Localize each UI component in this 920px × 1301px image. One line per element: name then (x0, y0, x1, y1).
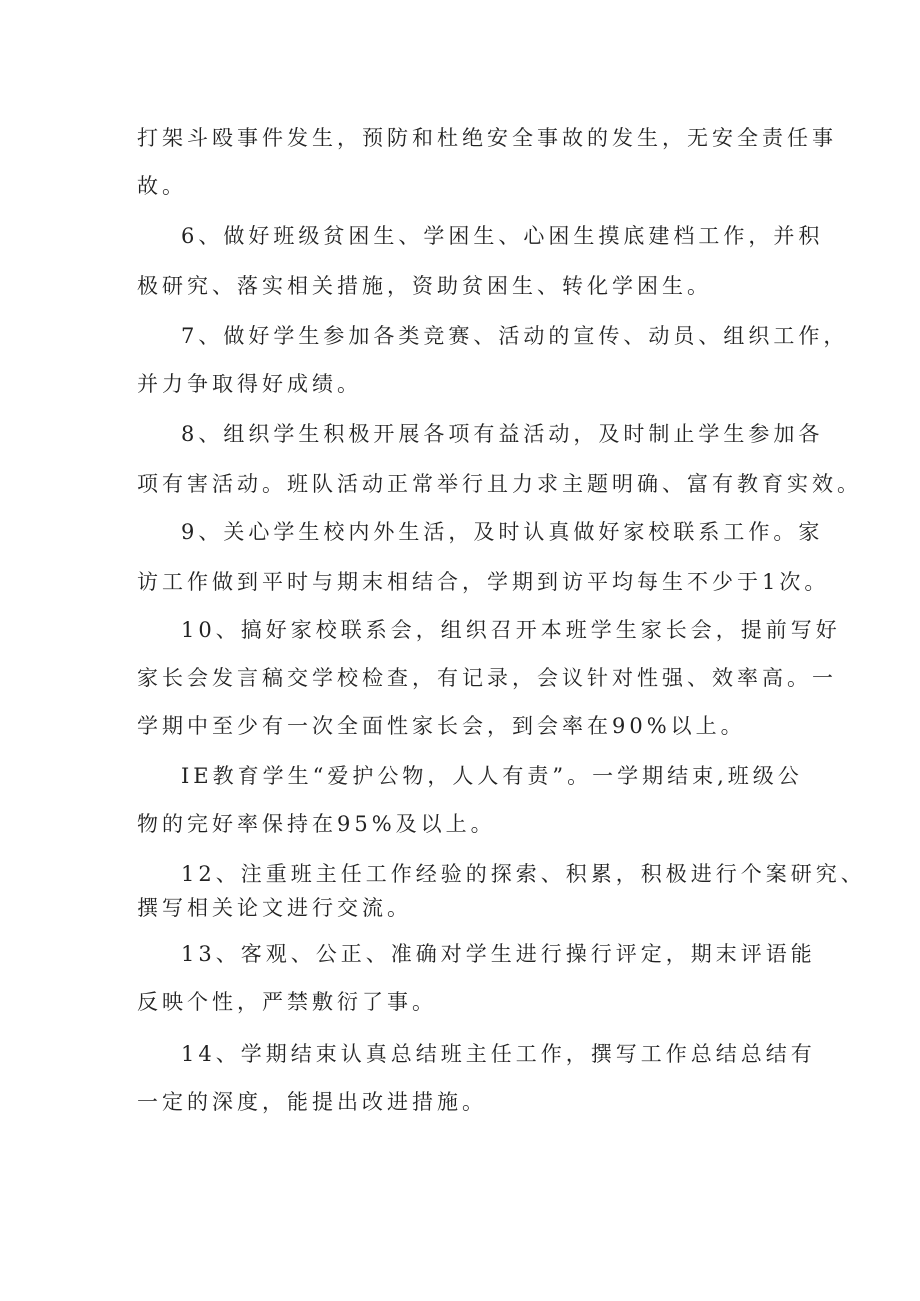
list-item-10-line-3: 学期中至少有一次全面性家长会，到会率在90%以上。 (137, 714, 746, 738)
list-item-11-line-1: IE教育学生“爱护公物，人人有责”。一学期结束,班级公 (181, 764, 803, 788)
list-item-11-line-2: 物的完好率保持在95%及以上。 (137, 812, 496, 836)
list-item-7-line-2: 并力争取得好成绩。 (137, 372, 362, 396)
text-line: 故。 (137, 174, 187, 198)
list-item-14-line-2: 一定的深度，能提出改进措施。 (137, 1090, 487, 1114)
list-item-12-line-1: 12、注重班主任工作经验的探索、积累，积极进行个案研究、 (181, 862, 866, 886)
list-item-9-line-1: 9、关心学生校内外生活，及时认真做好家校联系工作。家 (181, 520, 824, 544)
list-item-12-line-2: 撰写相关论文进行交流。 (137, 896, 412, 920)
list-item-10-line-2: 家长会发言稿交学校检查，有记录，会议针对性强、效率高。一 (137, 666, 837, 690)
list-item-10-line-1: 10、搞好家校联系会，组织召开本班学生家长会，提前写好 (181, 618, 841, 642)
list-item-13-line-2: 反映个性，严禁敷衍了事。 (137, 990, 437, 1014)
list-item-7-line-1: 7、做好学生参加各类竞赛、活动的宣传、动员、组织工作， (181, 324, 849, 348)
list-item-13-line-1: 13、客观、公正、准确对学生进行操行评定，期末评语能 (181, 942, 816, 966)
list-item-8-line-2: 项有害活动。班队活动正常举行且力求主题明确、富有教育实效。 (137, 472, 862, 496)
list-item-6-line-1: 6、做好班级贫困生、学困生、心困生摸底建档工作，并积 (181, 224, 824, 248)
list-item-9-line-2: 访工作做到平时与期末相结合，学期到访平均每生不少于1次。 (137, 570, 830, 594)
list-item-14-line-1: 14、学期结束认真总结班主任工作，撰写工作总结总结有 (181, 1042, 816, 1066)
list-item-6-line-2: 极研究、落实相关措施，资助贫困生、转化学困生。 (137, 274, 712, 298)
list-item-8-line-1: 8、组织学生积极开展各项有益活动，及时制止学生参加各 (181, 422, 824, 446)
text-line: 打架斗殴事件发生，预防和杜绝安全事故的发生，无安全责任事 (137, 126, 837, 150)
